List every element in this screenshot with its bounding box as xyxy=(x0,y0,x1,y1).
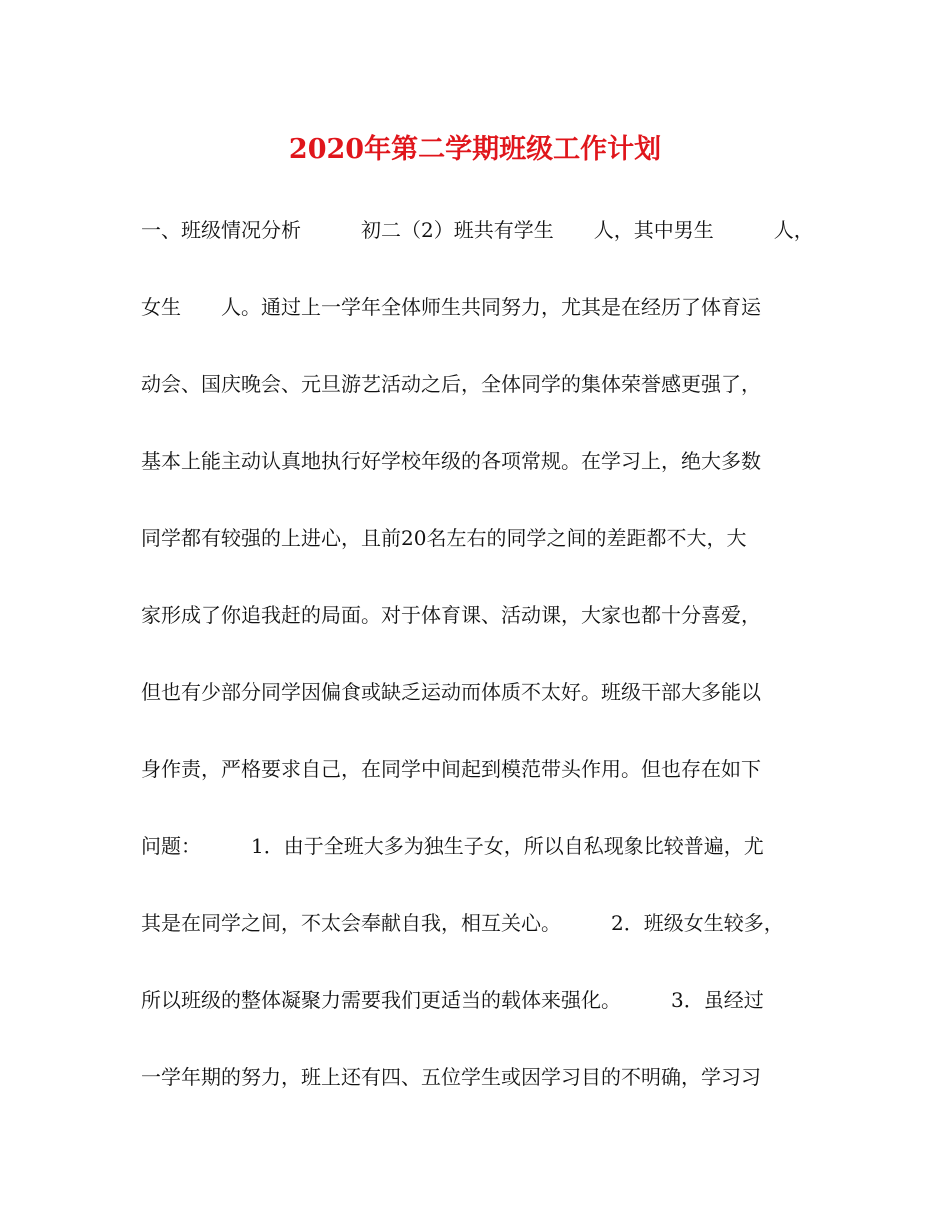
body-line: 动会、国庆晚会、元旦游艺活动之后，全体同学的集体荣誉感更强了， xyxy=(141,372,761,396)
body-line: 基本上能主动认真地执行好学校年级的各项常规。在学习上，绝大多数 xyxy=(141,449,761,473)
document-title: 2020年第二学期班级工作计划 xyxy=(288,134,662,165)
body-line: 同学都有较强的上进心，且前20名左右的同学之间的差距都不大，大 xyxy=(141,526,747,550)
body-line: 家形成了你追我赶的局面。对于体育课、活动课，大家也都十分喜爱， xyxy=(141,603,761,627)
body-line: 但也有少部分同学因偏食或缺乏运动而体质不太好。班级干部大多能以 xyxy=(141,680,761,704)
body-line: 一学年期的努力，班上还有四、五位学生或因学习目的不明确，学习习 xyxy=(141,1065,761,1089)
body-line: 女生 人。通过上一学年全体师生共同努力，尤其是在经历了体育运 xyxy=(141,295,761,319)
body-line: 身作责，严格要求自己，在同学中间起到模范带头作用。但也存在如下 xyxy=(141,757,761,781)
body-line: 所以班级的整体凝聚力需要我们更适当的载体来强化。 3．虽经过 xyxy=(141,988,764,1012)
body-line: 其是在同学之间，不太会奉献自我，相互关心。 2．班级女生较多， xyxy=(141,911,784,935)
body-line: 问题： 1．由于全班大多为独生子女，所以自私现象比较普遍，尤 xyxy=(141,834,764,858)
body-line: 一、班级情况分析 初二（2）班共有学生 人，其中男生 人， xyxy=(141,218,814,242)
